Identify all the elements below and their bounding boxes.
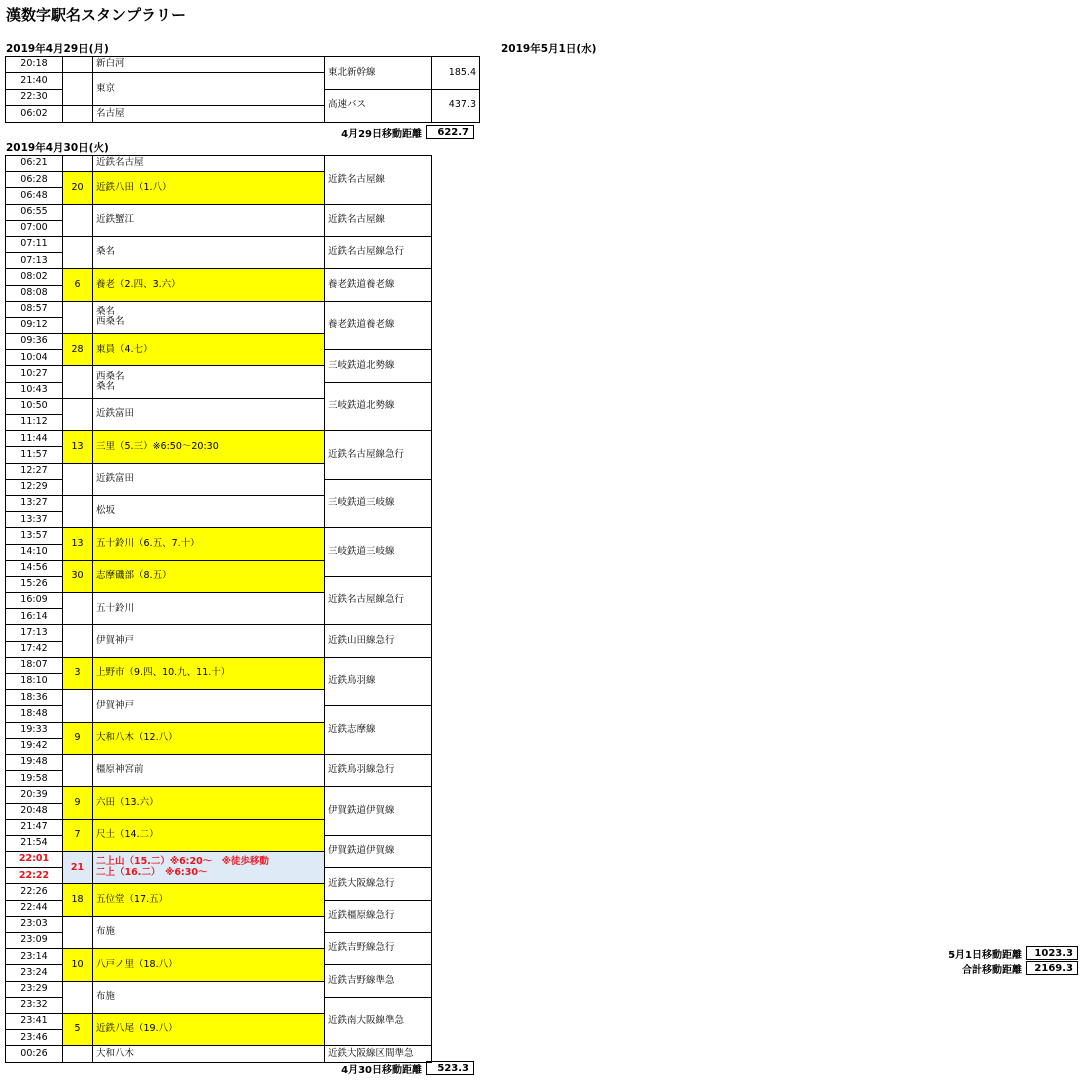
time-cell: 22:01 [6,852,63,868]
time-cell: 08:02 [6,269,63,285]
station-line: 近鉄富田 [96,408,135,420]
time-cell: 16:14 [6,609,63,625]
time-cell: 06:21 [6,156,63,172]
time-cell: 17:13 [6,625,63,641]
station-line: 東員（4.七） [96,343,153,355]
stamp-number [63,463,93,495]
station-line: 近鉄八田（1.八） [96,181,172,193]
stamp-number: 13 [63,431,93,463]
stamp-number [63,625,93,657]
time-cell: 20:39 [6,787,63,803]
station-line: 桑名 [96,381,116,393]
time-cell: 18:48 [6,706,63,722]
stamp-number [63,73,93,106]
station-line: 五十鈴川 [96,602,135,614]
station-name [93,73,325,106]
time-cell: 10:50 [6,398,63,414]
stamp-number [63,106,93,122]
station-line: 松坂 [96,505,116,517]
time-cell: 07:13 [6,253,63,269]
time-cell: 19:33 [6,722,63,738]
station-line: 近鉄富田 [96,473,135,485]
day-total [500,946,1078,960]
time-cell: 18:36 [6,690,63,706]
table-row [6,787,480,803]
route-name: 三岐鉄道三岐線 [325,528,432,577]
stamp-number: 20 [63,172,93,204]
table-row [6,204,480,220]
time-cell: 13:37 [6,512,63,528]
station-name [93,431,325,463]
time-cell: 12:29 [6,479,63,495]
page-title: 漢数字駅名スタンプラリー [6,6,187,24]
station-name [93,236,325,268]
stamp-number: 21 [63,852,93,884]
time-cell: 23:24 [6,965,63,981]
stamp-number [63,301,93,333]
stamp-number: 10 [63,949,93,981]
route-name: 近鉄鳥羽線急行 [325,754,432,786]
station-line: 尺土（14.二） [96,829,159,841]
day-date: 2019年4月30日(火) [6,142,109,154]
time-cell: 18:10 [6,674,63,690]
station-line: 養老（2.四、3.六） [96,278,181,290]
station-name [93,593,325,625]
stamp-number: 3 [63,657,93,689]
station-line: 西桑名 [96,316,125,328]
stamp-number: 18 [63,884,93,916]
time-cell: 10:27 [6,366,63,382]
time-cell: 23:41 [6,1013,63,1029]
station-line: 近鉄蟹江 [96,214,135,226]
station-line: 桑名 [96,246,116,258]
day-total-label: 4月29日移動距離 [341,128,422,140]
time-cell: 09:12 [6,317,63,333]
time-cell: 07:00 [6,220,63,236]
time-cell: 00:26 [6,1046,63,1062]
station-name [93,156,325,172]
station-line: 八戸ノ里（18.八） [96,958,178,970]
stamp-number: 30 [63,560,93,592]
route-name: 三岐鉄道北勢線 [325,350,432,382]
distance-value: 437.3 [432,89,480,122]
station-line: 近鉄八尾（19.八） [96,1023,178,1035]
day-total-label: 5月1日移動距離 [948,949,1022,961]
time-cell: 13:27 [6,495,63,511]
time-cell: 18:07 [6,657,63,673]
station-name [93,334,325,366]
distance-value: 185.4 [432,57,480,90]
time-cell: 23:09 [6,933,63,949]
route-name: 近鉄山田線急行 [325,625,432,657]
station-name [93,269,325,301]
station-name [93,172,325,204]
time-cell: 22:22 [6,868,63,884]
time-cell: 19:42 [6,738,63,754]
time-cell: 15:26 [6,576,63,592]
route-name: 近鉄大阪線区間準急 [325,1046,432,1062]
time-cell: 19:58 [6,771,63,787]
table-row [6,301,480,317]
stamp-number: 13 [63,528,93,560]
stamp-number [63,495,93,527]
day-total-label: 4月30日移動距離 [341,1064,422,1076]
station-name [93,819,325,851]
time-cell: 21:47 [6,819,63,835]
station-name [93,722,325,754]
time-cell: 11:57 [6,447,63,463]
station-name [93,981,325,1013]
station-line: 新白河 [96,58,125,70]
station-name [93,495,325,527]
stamp-number [63,156,93,172]
stamp-number [63,916,93,948]
route-name: 高速バス [325,89,432,122]
time-cell: 06:28 [6,172,63,188]
day-total-value: 523.3 [426,1061,474,1075]
time-cell: 11:44 [6,431,63,447]
timetable-day2 [5,155,480,1063]
station-name [93,57,325,73]
table-row [6,156,480,172]
station-name [93,949,325,981]
time-cell: 12:27 [6,463,63,479]
station-name [93,366,325,398]
stamp-number [63,398,93,430]
time-cell: 14:10 [6,544,63,560]
station-line: 大和八木（12.八） [96,732,178,744]
station-line: 布施 [96,991,116,1003]
day-total-value: 1023.3 [1026,946,1078,960]
table-row [6,657,480,673]
stamp-number [63,57,93,73]
station-line: 五位堂（17.五） [96,893,169,905]
station-line: 志摩磯部（8.五） [96,570,172,582]
station-line: 西桑名 [96,370,125,382]
time-cell: 22:26 [6,884,63,900]
route-name: 東北新幹線 [325,57,432,90]
time-cell: 22:44 [6,900,63,916]
time-cell: 08:57 [6,301,63,317]
time-cell: 14:56 [6,560,63,576]
time-cell: 06:55 [6,204,63,220]
table-row [6,625,480,641]
route-name: 近鉄吉野線準急 [325,965,432,997]
stamp-number: 7 [63,819,93,851]
time-cell: 23:03 [6,916,63,932]
station-line: 五十鈴川（6.五、7.十） [96,537,200,549]
station-name [93,398,325,430]
station-line: 上野市（9.四、10.九、11.十） [96,667,231,679]
time-cell: 21:54 [6,835,63,851]
table-row [6,236,480,252]
stamp-number: 28 [63,334,93,366]
day-total [5,1061,474,1075]
route-name: 近鉄大阪線急行 [325,868,432,900]
time-cell: 23:29 [6,981,63,997]
route-name: 近鉄名古屋線 [325,156,432,205]
time-cell: 06:48 [6,188,63,204]
time-cell: 08:08 [6,285,63,301]
station-line: 二上山（15.二）※6:20～ ※徒歩移動 [96,856,269,868]
time-cell: 23:14 [6,949,63,965]
station-name [93,657,325,689]
stamp-number [63,690,93,722]
station-line: 桑名 [96,305,116,317]
time-cell: 19:48 [6,754,63,770]
station-name [93,463,325,495]
stamp-number: 6 [63,269,93,301]
route-name: 近鉄名古屋線急行 [325,236,432,268]
station-line: 橿原神宮前 [96,764,144,776]
stamp-number [63,981,93,1013]
time-cell: 13:57 [6,528,63,544]
grand-total-value: 2169.3 [1026,961,1078,975]
timetable-day1 [5,56,480,123]
time-cell: 10:43 [6,382,63,398]
table-row [6,528,480,544]
station-line: 三里（5.三）※6:50～20:30 [96,440,219,452]
time-cell: 17:42 [6,641,63,657]
station-name [93,884,325,916]
route-name: 養老鉄道養老線 [325,269,432,301]
route-name: 近鉄志摩線 [325,706,432,755]
time-cell: 07:11 [6,236,63,252]
station-line: 伊賀神戸 [96,634,135,646]
station-line: 二上（16.二） ※6:30～ [96,866,208,878]
station-name [93,787,325,819]
day-date: 2019年5月1日(水) [501,43,597,55]
time-cell: 11:12 [6,415,63,431]
time-cell: 21:40 [6,73,63,89]
table-row [6,269,480,285]
grand-total [500,961,1078,975]
station-name [93,690,325,722]
station-line: 大和八木 [96,1047,135,1059]
stamp-number [63,204,93,236]
time-cell: 16:09 [6,593,63,609]
station-name [93,852,325,884]
station-line: 東京 [96,83,116,95]
stamp-number: 9 [63,722,93,754]
table-row [6,754,480,770]
time-cell: 06:02 [6,106,63,122]
time-cell: 10:04 [6,350,63,366]
route-name: 近鉄橿原線急行 [325,900,432,932]
station-line: 布施 [96,926,116,938]
table-row [6,57,480,73]
stamp-number [63,754,93,786]
stamp-number: 5 [63,1013,93,1045]
route-name: 近鉄名古屋線急行 [325,431,432,480]
station-name [93,754,325,786]
route-name: 三岐鉄道北勢線 [325,382,432,431]
station-line: 六田（13.六） [96,796,159,808]
station-name [93,301,325,333]
station-name [93,560,325,592]
route-name: 三岐鉄道三岐線 [325,479,432,528]
station-name [93,106,325,122]
table-row [6,431,480,447]
time-cell: 20:48 [6,803,63,819]
time-cell: 23:32 [6,997,63,1013]
station-line: 伊賀神戸 [96,699,135,711]
route-name: 近鉄鳥羽線 [325,657,432,706]
station-line: 近鉄名古屋 [96,157,144,169]
route-name: 伊賀鉄道伊賀線 [325,835,432,867]
route-name: 近鉄吉野線急行 [325,933,432,965]
station-name [93,528,325,560]
stamp-number: 9 [63,787,93,819]
route-name: 近鉄南大阪線準急 [325,997,432,1046]
route-name: 近鉄名古屋線急行 [325,576,432,625]
time-cell: 23:46 [6,1030,63,1046]
route-name: 養老鉄道養老線 [325,301,432,350]
day-date: 2019年4月29日(月) [6,43,109,55]
time-cell: 20:18 [6,57,63,73]
time-cell: 09:36 [6,334,63,350]
time-cell: 22:30 [6,89,63,105]
station-name [93,204,325,236]
stamp-number [63,236,93,268]
grand-total-label: 合計移動距離 [962,964,1022,976]
station-name [93,916,325,948]
route-name: 伊賀鉄道伊賀線 [325,787,432,836]
station-name [93,625,325,657]
day-total [5,125,474,139]
station-line: 名古屋 [96,107,125,119]
stamp-number [63,366,93,398]
stamp-number [63,593,93,625]
day-total-value: 622.7 [426,125,474,139]
station-name [93,1013,325,1045]
route-name: 近鉄名古屋線 [325,204,432,236]
